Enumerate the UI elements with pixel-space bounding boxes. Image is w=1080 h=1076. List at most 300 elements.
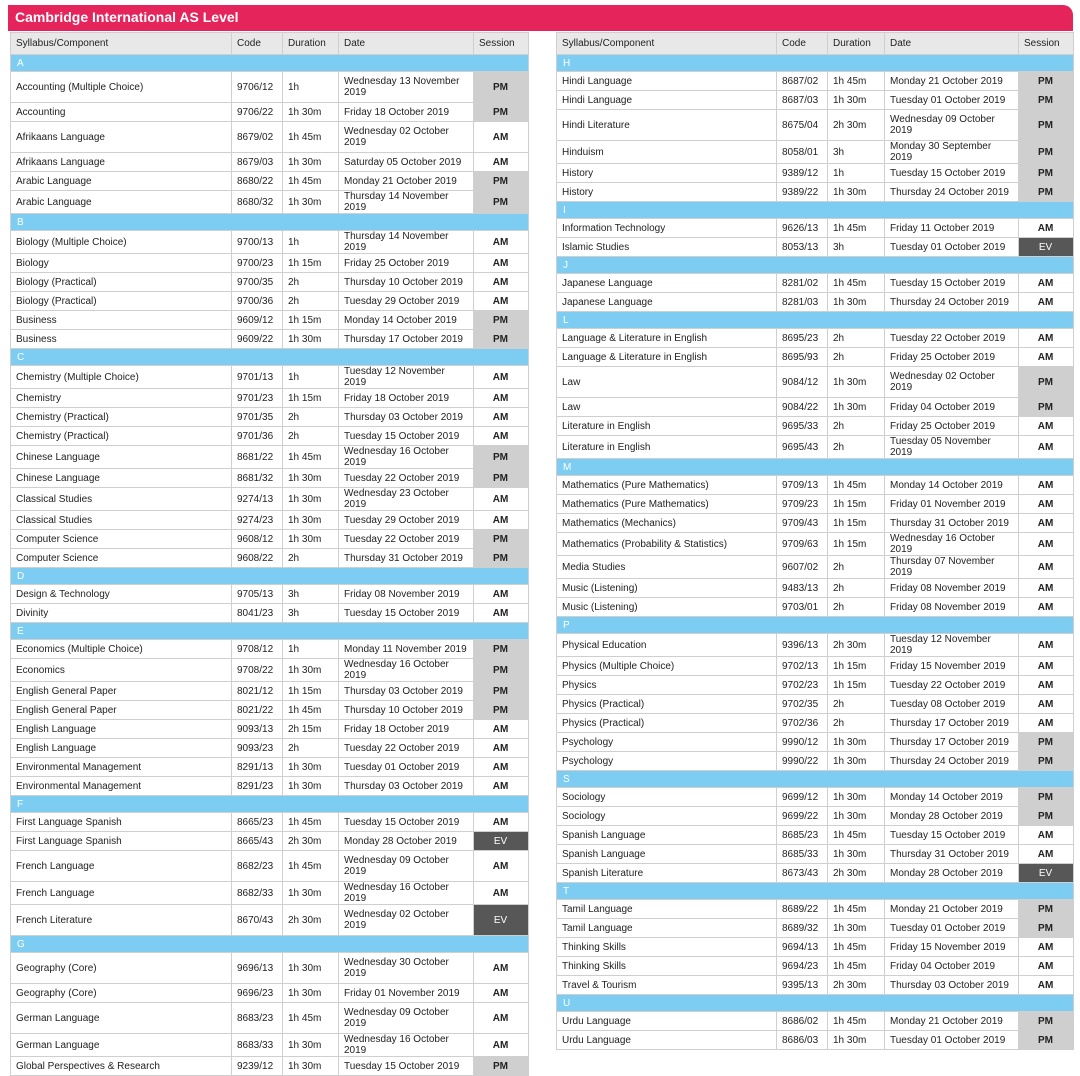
date-cell: Thursday 07 November 2019 xyxy=(885,556,1019,579)
table-row xyxy=(11,585,529,604)
table-row xyxy=(557,634,1074,657)
duration-cell: 1h xyxy=(283,640,339,659)
date-cell: Tuesday 22 October 2019 xyxy=(885,329,1019,348)
date-cell: Tuesday 15 October 2019 xyxy=(885,164,1019,183)
duration-cell: 1h 15m xyxy=(283,389,339,408)
section-letter: S xyxy=(557,771,1074,788)
syllabus-cell: Japanese Language xyxy=(557,293,777,312)
syllabus-cell: Tamil Language xyxy=(557,900,777,919)
syllabus-cell: Geography (Core) xyxy=(11,953,232,984)
session-cell: PM xyxy=(1019,807,1074,826)
code-cell: 8675/04 xyxy=(777,110,828,141)
date-cell: Tuesday 15 October 2019 xyxy=(339,813,474,832)
table-row xyxy=(557,657,1074,676)
syllabus-cell: Classical Studies xyxy=(11,488,232,511)
date-cell: Wednesday 16 October 2019 xyxy=(339,882,474,905)
syllabus-cell: Physics (Practical) xyxy=(557,714,777,733)
duration-cell: 1h 45m xyxy=(828,1012,885,1031)
syllabus-cell: Hindi Language xyxy=(557,91,777,110)
section-letter: J xyxy=(557,257,1074,274)
session-cell: AM xyxy=(1019,329,1074,348)
date-cell: Friday 08 November 2019 xyxy=(339,585,474,604)
syllabus-cell: Chemistry (Practical) xyxy=(11,427,232,446)
table-row xyxy=(11,984,529,1003)
table-row xyxy=(11,549,529,568)
code-cell: 9389/12 xyxy=(777,164,828,183)
header-session: Session xyxy=(1019,33,1074,55)
section-row xyxy=(11,55,529,72)
date-cell: Tuesday 01 October 2019 xyxy=(339,758,474,777)
date-cell: Tuesday 01 October 2019 xyxy=(885,919,1019,938)
session-cell: AM xyxy=(1019,938,1074,957)
syllabus-cell: History xyxy=(557,164,777,183)
table-row xyxy=(557,219,1074,238)
date-cell: Friday 08 November 2019 xyxy=(885,579,1019,598)
section-letter: D xyxy=(11,568,529,585)
duration-cell: 2h 30m xyxy=(828,864,885,883)
session-cell: AM xyxy=(1019,417,1074,436)
date-cell: Wednesday 30 October 2019 xyxy=(339,953,474,984)
code-cell: 9084/22 xyxy=(777,398,828,417)
date-cell: Tuesday 15 October 2019 xyxy=(339,427,474,446)
session-cell: PM xyxy=(1019,752,1074,771)
syllabus-cell: Chemistry xyxy=(11,389,232,408)
syllabus-cell: Mathematics (Pure Mathematics) xyxy=(557,476,777,495)
session-cell: PM xyxy=(1019,164,1074,183)
section-row xyxy=(557,55,1074,72)
table-row xyxy=(11,488,529,511)
code-cell: 8695/93 xyxy=(777,348,828,367)
header-syllabus: Syllabus/Component xyxy=(11,33,232,55)
table-row xyxy=(557,676,1074,695)
session-cell: AM xyxy=(474,604,529,623)
syllabus-cell: Environmental Management xyxy=(11,758,232,777)
syllabus-cell: Computer Science xyxy=(11,530,232,549)
code-cell: 9609/12 xyxy=(232,311,283,330)
table-row xyxy=(557,807,1074,826)
table-row xyxy=(11,389,529,408)
duration-cell: 1h 45m xyxy=(283,1003,339,1034)
syllabus-cell: Literature in English xyxy=(557,436,777,459)
duration-cell: 1h 45m xyxy=(828,938,885,957)
session-cell: AM xyxy=(474,389,529,408)
table-row xyxy=(557,957,1074,976)
duration-cell: 1h 30m xyxy=(828,733,885,752)
table-row xyxy=(557,1031,1074,1050)
syllabus-cell: German Language xyxy=(11,1003,232,1034)
table-row xyxy=(11,659,529,682)
table-row xyxy=(11,701,529,720)
syllabus-cell: Afrikaans Language xyxy=(11,122,232,153)
code-cell: 9701/13 xyxy=(232,366,283,389)
syllabus-cell: Business xyxy=(11,311,232,330)
syllabus-cell: Language & Literature in English xyxy=(557,329,777,348)
session-cell: PM xyxy=(1019,788,1074,807)
table-row xyxy=(557,398,1074,417)
code-cell: 9990/12 xyxy=(777,733,828,752)
code-cell: 8689/32 xyxy=(777,919,828,938)
session-cell: PM xyxy=(1019,91,1074,110)
code-cell: 9608/12 xyxy=(232,530,283,549)
date-cell: Wednesday 16 October 2019 xyxy=(339,1034,474,1057)
date-cell: Monday 21 October 2019 xyxy=(339,172,474,191)
date-cell: Tuesday 12 November 2019 xyxy=(885,634,1019,657)
session-cell: PM xyxy=(474,72,529,103)
table-header-row xyxy=(11,33,529,55)
date-cell: Wednesday 23 October 2019 xyxy=(339,488,474,511)
syllabus-cell: Thinking Skills xyxy=(557,957,777,976)
date-cell: Tuesday 15 October 2019 xyxy=(885,826,1019,845)
table-row xyxy=(11,682,529,701)
syllabus-cell: Environmental Management xyxy=(11,777,232,796)
section-letter: I xyxy=(557,202,1074,219)
syllabus-cell: Mathematics (Mechanics) xyxy=(557,514,777,533)
session-cell: AM xyxy=(474,488,529,511)
session-cell: EV xyxy=(474,832,529,851)
duration-cell: 1h 30m xyxy=(828,919,885,938)
header-code: Code xyxy=(777,33,828,55)
date-cell: Monday 28 October 2019 xyxy=(885,807,1019,826)
duration-cell: 2h 30m xyxy=(828,976,885,995)
date-cell: Thursday 10 October 2019 xyxy=(339,273,474,292)
code-cell: 8673/43 xyxy=(777,864,828,883)
date-cell: Monday 21 October 2019 xyxy=(885,900,1019,919)
session-cell: AM xyxy=(474,254,529,273)
session-cell: AM xyxy=(474,273,529,292)
date-cell: Thursday 24 October 2019 xyxy=(885,752,1019,771)
code-cell: 8680/32 xyxy=(232,191,283,214)
session-cell: AM xyxy=(1019,976,1074,995)
session-cell: PM xyxy=(1019,398,1074,417)
session-cell: AM xyxy=(1019,293,1074,312)
syllabus-cell: Business xyxy=(11,330,232,349)
duration-cell: 1h 45m xyxy=(828,476,885,495)
syllabus-cell: First Language Spanish xyxy=(11,813,232,832)
code-cell: 9709/13 xyxy=(777,476,828,495)
table-row xyxy=(557,845,1074,864)
table-row xyxy=(557,733,1074,752)
duration-cell: 1h 15m xyxy=(283,254,339,273)
code-cell: 9700/23 xyxy=(232,254,283,273)
duration-cell: 1h 30m xyxy=(828,752,885,771)
date-cell: Friday 18 October 2019 xyxy=(339,720,474,739)
syllabus-cell: Media Studies xyxy=(557,556,777,579)
syllabus-cell: French Literature xyxy=(11,905,232,936)
table-row xyxy=(11,720,529,739)
date-cell: Tuesday 12 November 2019 xyxy=(339,366,474,389)
code-cell: 8685/23 xyxy=(777,826,828,845)
table-row xyxy=(557,348,1074,367)
table-row xyxy=(557,556,1074,579)
duration-cell: 2h xyxy=(283,273,339,292)
table-row xyxy=(11,905,529,936)
date-cell: Tuesday 05 November 2019 xyxy=(885,436,1019,459)
date-cell: Thursday 03 October 2019 xyxy=(339,777,474,796)
syllabus-cell: First Language Spanish xyxy=(11,832,232,851)
duration-cell: 1h 45m xyxy=(828,826,885,845)
syllabus-cell: English Language xyxy=(11,720,232,739)
session-cell: PM xyxy=(474,311,529,330)
duration-cell: 1h xyxy=(828,164,885,183)
session-cell: PM xyxy=(474,103,529,122)
duration-cell: 1h 30m xyxy=(283,330,339,349)
duration-cell: 2h xyxy=(828,556,885,579)
date-cell: Friday 01 November 2019 xyxy=(885,495,1019,514)
syllabus-cell: Travel & Tourism xyxy=(557,976,777,995)
date-cell: Thursday 03 October 2019 xyxy=(339,408,474,427)
code-cell: 9706/12 xyxy=(232,72,283,103)
table-row xyxy=(11,1003,529,1034)
code-cell: 8041/23 xyxy=(232,604,283,623)
date-cell: Friday 08 November 2019 xyxy=(885,598,1019,617)
duration-cell: 1h 30m xyxy=(283,953,339,984)
syllabus-cell: Information Technology xyxy=(557,219,777,238)
date-cell: Wednesday 16 October 2019 xyxy=(339,659,474,682)
table-row xyxy=(557,864,1074,883)
syllabus-cell: Accounting (Multiple Choice) xyxy=(11,72,232,103)
header-date: Date xyxy=(339,33,474,55)
duration-cell: 1h 30m xyxy=(828,91,885,110)
duration-cell: 2h xyxy=(828,329,885,348)
date-cell: Thursday 31 October 2019 xyxy=(885,514,1019,533)
session-cell: PM xyxy=(1019,733,1074,752)
code-cell: 9708/12 xyxy=(232,640,283,659)
code-cell: 9699/22 xyxy=(777,807,828,826)
code-cell: 8683/33 xyxy=(232,1034,283,1057)
section-row xyxy=(557,617,1074,634)
table-row xyxy=(11,191,529,214)
table-row xyxy=(11,813,529,832)
duration-cell: 2h xyxy=(283,292,339,311)
session-cell: AM xyxy=(474,153,529,172)
date-cell: Friday 25 October 2019 xyxy=(885,348,1019,367)
duration-cell: 1h 30m xyxy=(283,469,339,488)
syllabus-cell: Sociology xyxy=(557,807,777,826)
syllabus-cell: Chinese Language xyxy=(11,446,232,469)
duration-cell: 1h 15m xyxy=(828,514,885,533)
syllabus-cell: Chemistry (Multiple Choice) xyxy=(11,366,232,389)
code-cell: 9702/23 xyxy=(777,676,828,695)
code-cell: 9608/22 xyxy=(232,549,283,568)
syllabus-cell: Physical Education xyxy=(557,634,777,657)
syllabus-cell: Classical Studies xyxy=(11,511,232,530)
syllabus-cell: History xyxy=(557,183,777,202)
table-row xyxy=(11,882,529,905)
date-cell: Thursday 24 October 2019 xyxy=(885,183,1019,202)
session-cell: AM xyxy=(1019,676,1074,695)
duration-cell: 1h 45m xyxy=(828,900,885,919)
section-row xyxy=(11,349,529,366)
table-row xyxy=(557,714,1074,733)
code-cell: 8687/02 xyxy=(777,72,828,91)
syllabus-cell: Global Perspectives & Research xyxy=(11,1057,232,1076)
code-cell: 9695/33 xyxy=(777,417,828,436)
date-cell: Tuesday 22 October 2019 xyxy=(885,676,1019,695)
code-cell: 8021/22 xyxy=(232,701,283,720)
table-row xyxy=(557,695,1074,714)
section-letter: M xyxy=(557,459,1074,476)
syllabus-cell: English Language xyxy=(11,739,232,758)
duration-cell: 2h xyxy=(283,408,339,427)
duration-cell: 1h 15m xyxy=(283,682,339,701)
date-cell: Thursday 17 October 2019 xyxy=(339,330,474,349)
date-cell: Thursday 03 October 2019 xyxy=(339,682,474,701)
duration-cell: 1h 15m xyxy=(828,495,885,514)
table-row xyxy=(557,293,1074,312)
table-row xyxy=(11,122,529,153)
duration-cell: 2h 30m xyxy=(828,634,885,657)
table-row xyxy=(557,164,1074,183)
session-cell: AM xyxy=(474,408,529,427)
table-row xyxy=(11,511,529,530)
table-row xyxy=(557,329,1074,348)
session-cell: AM xyxy=(1019,348,1074,367)
table-row xyxy=(557,476,1074,495)
section-letter: L xyxy=(557,312,1074,329)
table-row xyxy=(557,900,1074,919)
table-row xyxy=(11,739,529,758)
header-session: Session xyxy=(474,33,529,55)
table-row xyxy=(11,292,529,311)
table-row xyxy=(557,579,1074,598)
duration-cell: 1h 15m xyxy=(828,657,885,676)
syllabus-cell: Biology (Practical) xyxy=(11,292,232,311)
session-cell: PM xyxy=(474,469,529,488)
syllabus-cell: Hinduism xyxy=(557,141,777,164)
session-cell: AM xyxy=(1019,657,1074,676)
code-cell: 9709/23 xyxy=(777,495,828,514)
code-cell: 8680/22 xyxy=(232,172,283,191)
table-row xyxy=(557,183,1074,202)
table-row xyxy=(557,1012,1074,1031)
table-row xyxy=(557,367,1074,398)
table-row xyxy=(11,427,529,446)
table-row xyxy=(557,274,1074,293)
section-row xyxy=(557,257,1074,274)
section-row xyxy=(11,796,529,813)
syllabus-cell: Chemistry (Practical) xyxy=(11,408,232,427)
date-cell: Tuesday 29 October 2019 xyxy=(339,511,474,530)
syllabus-cell: English General Paper xyxy=(11,701,232,720)
duration-cell: 1h 45m xyxy=(283,813,339,832)
date-cell: Wednesday 09 October 2019 xyxy=(339,851,474,882)
session-cell: PM xyxy=(1019,1012,1074,1031)
code-cell: 8695/23 xyxy=(777,329,828,348)
table-row xyxy=(557,110,1074,141)
date-cell: Tuesday 15 October 2019 xyxy=(339,1057,474,1076)
section-letter: F xyxy=(11,796,529,813)
table-row xyxy=(557,495,1074,514)
code-cell: 8665/23 xyxy=(232,813,283,832)
session-cell: EV xyxy=(474,905,529,936)
syllabus-cell: French Language xyxy=(11,851,232,882)
session-cell: AM xyxy=(1019,533,1074,556)
date-cell: Thursday 31 October 2019 xyxy=(885,845,1019,864)
syllabus-cell: Geography (Core) xyxy=(11,984,232,1003)
table-row xyxy=(11,758,529,777)
duration-cell: 1h 30m xyxy=(283,1034,339,1057)
session-cell: AM xyxy=(1019,219,1074,238)
session-cell: AM xyxy=(474,739,529,758)
duration-cell: 1h 45m xyxy=(283,701,339,720)
section-row xyxy=(557,771,1074,788)
session-cell: PM xyxy=(1019,900,1074,919)
date-cell: Wednesday 16 October 2019 xyxy=(339,446,474,469)
timetable-right xyxy=(556,32,1074,1050)
session-cell: PM xyxy=(1019,919,1074,938)
section-letter: B xyxy=(11,214,529,231)
section-letter: U xyxy=(557,995,1074,1012)
section-row xyxy=(557,312,1074,329)
table-row xyxy=(11,408,529,427)
header-syllabus: Syllabus/Component xyxy=(557,33,777,55)
code-cell: 9709/63 xyxy=(777,533,828,556)
session-cell: PM xyxy=(1019,141,1074,164)
table-row xyxy=(557,598,1074,617)
table-row xyxy=(11,777,529,796)
date-cell: Thursday 24 October 2019 xyxy=(885,293,1019,312)
table-row xyxy=(11,330,529,349)
date-cell: Monday 28 October 2019 xyxy=(885,864,1019,883)
code-cell: 8679/02 xyxy=(232,122,283,153)
title-banner xyxy=(8,5,1073,31)
session-cell: AM xyxy=(474,882,529,905)
code-cell: 9626/13 xyxy=(777,219,828,238)
duration-cell: 1h 30m xyxy=(283,511,339,530)
duration-cell: 1h 30m xyxy=(283,1057,339,1076)
session-cell: PM xyxy=(474,172,529,191)
table-row xyxy=(11,832,529,851)
date-cell: Monday 30 September 2019 xyxy=(885,141,1019,164)
date-cell: Tuesday 08 October 2019 xyxy=(885,695,1019,714)
duration-cell: 3h xyxy=(283,604,339,623)
date-cell: Friday 18 October 2019 xyxy=(339,103,474,122)
date-cell: Wednesday 02 October 2019 xyxy=(339,905,474,936)
date-cell: Tuesday 15 October 2019 xyxy=(885,274,1019,293)
code-cell: 8681/32 xyxy=(232,469,283,488)
date-cell: Tuesday 22 October 2019 xyxy=(339,739,474,758)
syllabus-cell: Language & Literature in English xyxy=(557,348,777,367)
syllabus-cell: English General Paper xyxy=(11,682,232,701)
table-row xyxy=(557,533,1074,556)
code-cell: 9396/13 xyxy=(777,634,828,657)
duration-cell: 2h xyxy=(283,427,339,446)
session-cell: AM xyxy=(1019,957,1074,976)
duration-cell: 1h 30m xyxy=(283,488,339,511)
code-cell: 9699/12 xyxy=(777,788,828,807)
table-row xyxy=(11,530,529,549)
duration-cell: 1h 45m xyxy=(828,957,885,976)
code-cell: 9701/36 xyxy=(232,427,283,446)
table-row xyxy=(557,238,1074,257)
code-cell: 8679/03 xyxy=(232,153,283,172)
syllabus-cell: Arabic Language xyxy=(11,172,232,191)
duration-cell: 1h 30m xyxy=(828,293,885,312)
date-cell: Friday 15 November 2019 xyxy=(885,938,1019,957)
session-cell: AM xyxy=(474,851,529,882)
syllabus-cell: Biology xyxy=(11,254,232,273)
section-letter: A xyxy=(11,55,529,72)
syllabus-cell: Sociology xyxy=(557,788,777,807)
code-cell: 9701/35 xyxy=(232,408,283,427)
duration-cell: 1h 45m xyxy=(283,851,339,882)
session-cell: PM xyxy=(474,682,529,701)
duration-cell: 1h 30m xyxy=(283,758,339,777)
section-letter: T xyxy=(557,883,1074,900)
session-cell: PM xyxy=(474,191,529,214)
table-row xyxy=(11,72,529,103)
date-cell: Wednesday 16 October 2019 xyxy=(885,533,1019,556)
